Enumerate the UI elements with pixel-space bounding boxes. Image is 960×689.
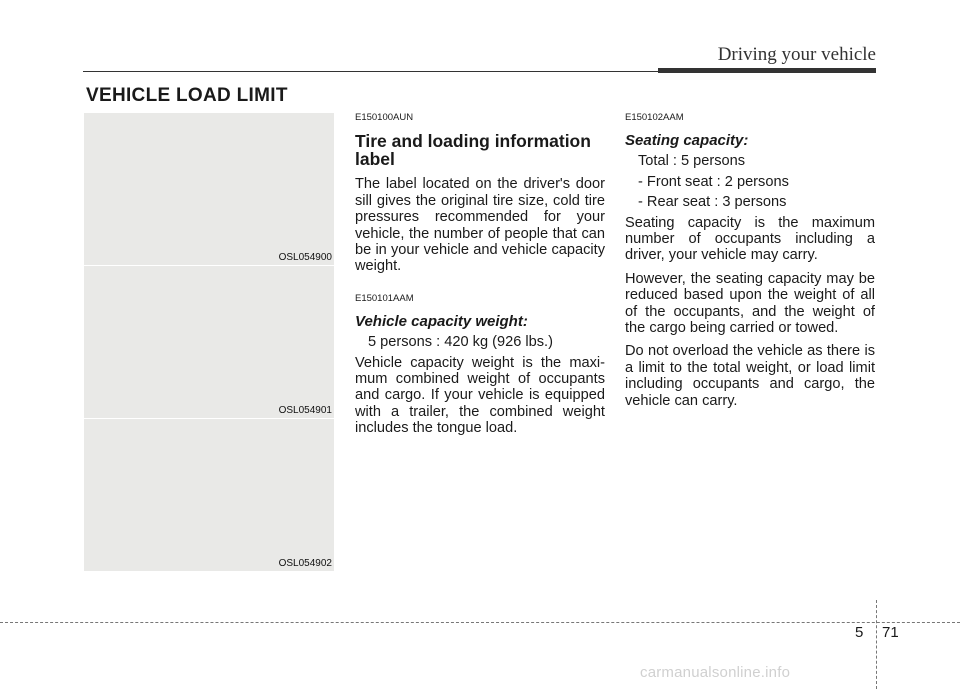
seating-total: Total : 5 persons bbox=[638, 153, 746, 170]
footer-rule bbox=[0, 622, 960, 623]
figure-image bbox=[84, 113, 334, 265]
section-code: E150101AAM bbox=[355, 292, 414, 304]
figure-label: OSL054902 bbox=[278, 558, 332, 569]
paragraph: Do not overload the vehicle as there is a limit to the total weight, or load limit including occupants and cargo, the vehicle can carry. bbox=[625, 343, 875, 409]
page-number: 71 bbox=[882, 624, 899, 641]
text-column-2 bbox=[625, 110, 875, 416]
paragraph: The label located on the driver's door sill gives the original tire size, cold tire pressures recommended for your vehicle, the number of people that can be in your vehicle and vehicle capacity weight. bbox=[355, 176, 605, 275]
paragraph: Seating capacity is the maximum number of occupants including a driver, your vehicle may carry. bbox=[625, 214, 875, 264]
text-column-1 bbox=[355, 110, 605, 444]
item-heading: Vehicle capacity weight: bbox=[355, 313, 528, 331]
figure-image bbox=[84, 266, 334, 418]
paragraph: Vehicle capacity weight is the maxi-mum combined weight of occupants and cargo. If your vehicle is equipped with a trailer, the combined weight includes the tongue load. bbox=[355, 354, 605, 437]
chapter-header-title: Driving your vehicle bbox=[717, 44, 876, 65]
subsection-heading: Tire and loading information label bbox=[355, 131, 591, 170]
header-rule-accent bbox=[658, 68, 876, 73]
paragraph: However, the seating capacity may be reduced based upon the weight of all of the occupants, and the weight of the cargo being carried or towed. bbox=[625, 270, 875, 337]
section-code: E150100AUN bbox=[355, 112, 414, 123]
watermark: carmanualsonline.info bbox=[640, 664, 791, 681]
seating-rear: - Rear seat : 3 persons bbox=[638, 194, 787, 211]
seating-front: - Front seat : 2 persons bbox=[638, 173, 789, 190]
item-heading: Seating capacity: bbox=[625, 132, 749, 150]
capacity-value: 5 persons : 420 kg (926 lbs.) bbox=[368, 334, 553, 351]
section-code: E150102AAM bbox=[625, 112, 684, 123]
figure-image bbox=[84, 419, 334, 571]
footer-divider bbox=[876, 600, 877, 689]
chapter-number: 5 bbox=[855, 624, 864, 641]
header-rule bbox=[83, 71, 658, 72]
figure-label: OSL054900 bbox=[278, 252, 332, 263]
section-title: VEHICLE LOAD LIMIT bbox=[86, 85, 288, 106]
figure-label: OSL054901 bbox=[278, 405, 332, 416]
